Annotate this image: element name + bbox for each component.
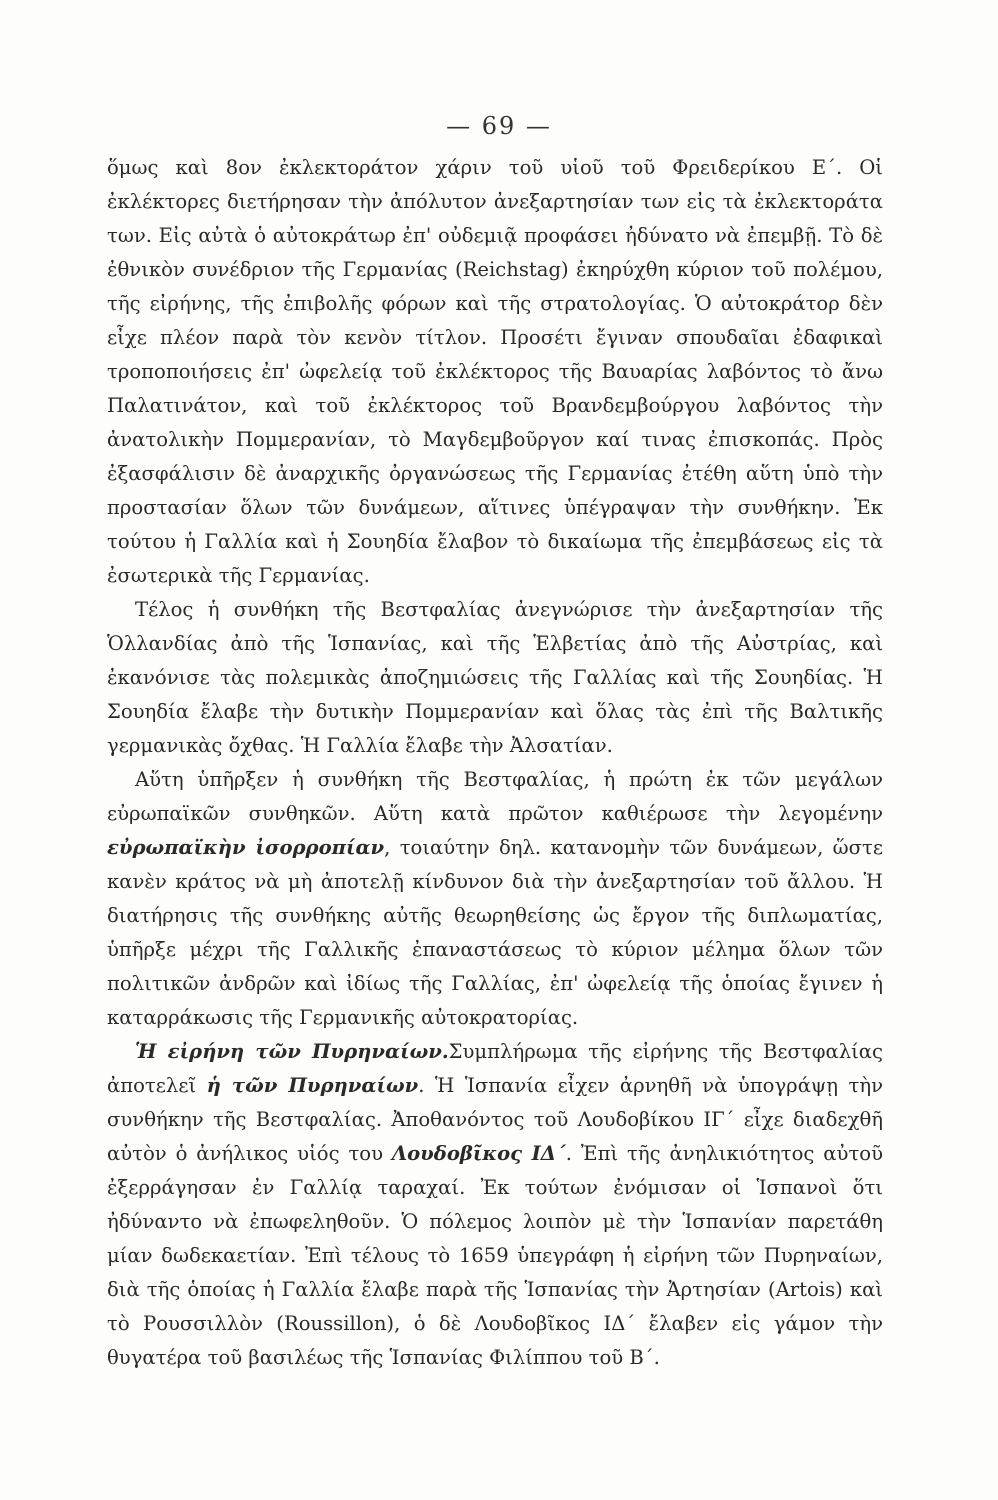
paragraph-2 [107,593,883,763]
page-number: — 69 — [446,112,552,140]
paragraph-text: ὅμως καὶ 8ον ἐκλεκτοράτον χάριν τοῦ υἱοῦ τοῦ Φρειδερίκου Ε΄. Οἱ ἐκλέκτορες διετήρησαν τὴν ἀπόλυτον ἀνεξαρτησίαν των εἰς τὰ ἐκλεκτοράτα των. Εἰς αὐτὰ ὁ αὐτοκράτωρ ἐπ' οὐδεμιᾷ προφάσει ἠδύνατο νὰ ἐπεμβῇ. Τὸ δὲ ἐθνικὸν συνέδριον τῆς Γερμανίας (Reichstag) ἐκηρύχθη κύριον τοῦ πολέμου, τῆς εἰρήνης, τῆς ἐπιβολῆς φόρων καὶ τῆς στρατολογίας. Ὁ αὐτοκράτορ δὲν εἶχε πλέον παρὰ τὸν κενὸν τίτλον. Προσέτι ἔγιναν σπουδαῖαι ἐδαφικαὶ τροποποιήσεις ἐπ' ὠφελείᾳ τοῦ ἐκλέκτορος τῆς Βαυαρίας λαβόντος τὸ ἄνω Παλατινάτον, καὶ τοῦ ἐκλέκτορος τοῦ Βρανδεμβούργου λαβόντος τὴν ἀνατολικὴν Πομμερανίαν, τὸ Μαγδεμβοῦργον καί τινας ἐπισκοπάς. Πρὸς ἐξασφάλισιν δὲ ἀναρχικῆς ὀργανώσεως τῆς Γερμανίας ἐτέθη αὕτη ὑπὸ τὴν προστασίαν ὅλων τῶν δυνάμεων, αἵτινες ὑπέγραψαν τὴν συνθήκην. Ἐκ τούτου ἡ Γαλλία καὶ ἡ Σουηδία ἔλαβον τὸ δικαίωμα τῆς ἐπεμβάσεως εἰς τὰ ἐσωτερικὰ τῆς Γερμανίας. [107,156,883,587]
body-text [107,151,883,1375]
paragraph-text: Συμπλήρωμα τῆς εἰρήνης τῆς Βεστφαλίας ἀποτελεῖ [107,1040,883,1097]
paragraph-text: . Ἡ Ἱσπανία εἶχεν ἀρνηθῆ νὰ ὑπογράψῃ τὴν συνθήκην τῆς Βεστφαλίας. Ἀποθανόντος τοῦ Λουδοβίκου ΙΓ΄ εἶχε διαδεχθῆ αὐτὸν ὁ ἀνήλικος υἱός του [107,1074,883,1165]
emphasis-term-louis-xiv: Λουδοβῖκος ΙΔ΄ [391,1142,566,1165]
paragraph-text: Αὕτη ὑπῆρξεν ἡ συνθήκη τῆς Βεστφαλίας, ἡ πρώτη ἐκ τῶν μεγάλων εὐρωπαϊκῶν συνθηκῶν. Αὕτη κατὰ πρῶτον καθιέρωσε τὴν λεγομένην [107,768,883,825]
paragraph-text: . Ἐπὶ τῆς ἀνηλικιότητος αὐτοῦ ἐξερράγησαν ἐν Γαλλίᾳ ταραχαί. Ἐκ τούτων ἐνόμισαν οἱ Ἱσπανοὶ ὅτι ἠδύναντο νὰ ἐπωφεληθοῦν. Ὁ πόλεμος λοιπὸν μὲ τὴν Ἱσπανίαν παρετάθη μίαν δωδεκαετίαν. Ἐπὶ τέλους τὸ 1659 ὑπεγράφη ἡ εἰρήνη τῶν Πυρηναίων, διὰ τῆς ὁποίας ἡ Γαλλία ἔλαβε παρὰ τῆς Ἱσπανίας τὴν Ἀρτησίαν (Artois) καὶ τὸ Ρουσσιλλὸν (Roussillon), ὁ δὲ Λουδοβῖκος ΙΔ΄ ἔλαβεν εἰς γάμον τὴν θυγατέρα τοῦ βασιλέως τῆς Ἱσπανίας Φιλίππου τοῦ Β΄. [107,1142,883,1369]
emphasis-term-european-balance: εὐρωπαϊκὴν ἰσορροπίαν [107,836,385,859]
paragraph-1 [107,151,883,593]
paragraph-text: , τοιαύτην δηλ. κατανομὴν τῶν δυνάμεων, ὥστε κανὲν κράτος νὰ μὴ ἀποτελῇ κίνδυνον διὰ τὴν ἀνεξαρτησίαν τοῦ ἄλλου. Ἡ διατήρησις τῆς συνθήκης αὐτῆς θεωρηθείσης ὡς ἔργον τῆς διπλωματίας, ὑπῆρξε μέχρι τῆς Γαλλικῆς ἐπαναστάσεως τὸ κύριον μέλημα ὅλων τῶν πολιτικῶν ἀνδρῶν καὶ ἰδίως τῆς Γαλλίας, ἐπ' ὠφελείᾳ τῆς ὁποίας ἔγινεν ἡ καταρράκωσις τῆς Γερμανικῆς αὐτοκρατορίας. [107,836,883,1029]
emphasis-term-pyrenees: ἡ τῶν Πυρηναίων [206,1074,419,1097]
paragraph-3 [107,763,883,1035]
paragraph-text: Τέλος ἡ συνθήκη τῆς Βεστφαλίας ἀνεγνώρισε τὴν ἀνεξαρτησίαν τῆς Ὁλλανδίας ἀπὸ τῆς Ἱσπανίας, καὶ τῆς Ἑλβετίας ἀπὸ τῆς Αὐστρίας, καὶ ἐκανόνισε τὰς πολεμικὰς ἀποζημιώσεις τῆς Γαλλίας καὶ τῆς Σουηδίας. Ἡ Σουηδία ἔλαβε τὴν δυτικὴν Πομμερανίαν καὶ ὅλας τὰς ἐπὶ τῆς Βαλτικῆς γερμανικὰς ὄχθας. Ἡ Γαλλία ἔλαβε τὴν Ἀλσατίαν. [107,598,883,757]
paragraph-4 [107,1035,883,1375]
section-heading-peace-of-pyrenees: Ἡ εἰρήνη τῶν Πυρηναίων. [135,1040,449,1063]
